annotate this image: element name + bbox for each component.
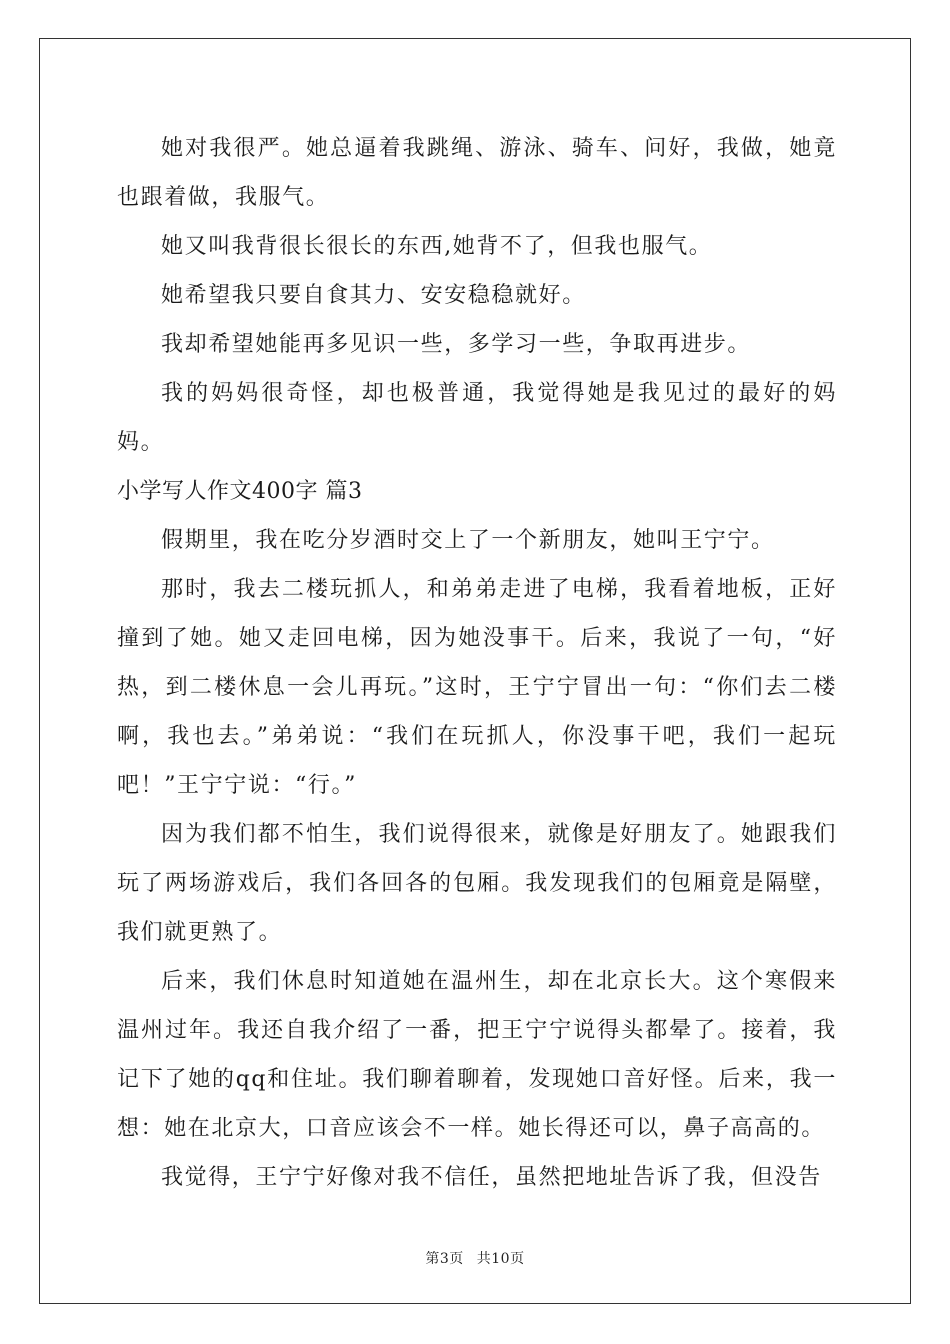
paragraph-3: 她希望我只要自食其力、安安稳稳就好。 [161, 283, 586, 308]
document-body [117, 124, 837, 1202]
paragraph-2: 她又叫我背很长很长的东西,她背不了，但我也服气。 [161, 234, 713, 259]
section-paragraph-1: 假期里，我在吃分岁酒时交上了一个新朋友，她叫王宁宁。 [161, 528, 775, 553]
section-heading: 小学写人作文400字 篇3 [117, 479, 363, 504]
paragraph-4: 我却希望她能再多见识一些，多学习一些，争取再进步。 [161, 332, 752, 357]
section-paragraph-4: 后来，我们休息时知道她在温州生，却在北京长大。这个寒假来温州过年。我还自我介绍了一番，把王宁宁说得头都晕了。接着，我记下了她的qq和住址。我们聊着聊着，发现她口音好怪。后来，我一想：她在北京大，口音应该会不一样。她长得还可以，鼻子高高的。 [117, 969, 837, 1141]
paragraph-1: 她对我很严。她总逼着我跳绳、游泳、骑车、问好，我做，她竟也跟着做，我服气。 [117, 136, 837, 210]
section-paragraph-5: 我觉得，王宁宁好像对我不信任，虽然把地址告诉了我，但没告 [161, 1165, 822, 1190]
page-number: 第3页 [425, 1251, 464, 1267]
page-footer [0, 1248, 950, 1268]
section-paragraph-2: 那时，我去二楼玩抓人，和弟弟走进了电梯，我看着地板，正好撞到了她。她又走回电梯，因为她没事干。后来，我说了一句，“好热，到二楼休息一会儿再玩。”这时，王宁宁冒出一句：“你们去二楼啊，我也去。”弟弟说：“我们在玩抓人，你没事干吧，我们一起玩吧！”王宁宁说：“行。” [117, 577, 837, 798]
section-paragraph-3: 因为我们都不怕生，我们说得很来，就像是好朋友了。她跟我们玩了两场游戏后，我们各回各的包厢。我发现我们的包厢竟是隔壁，我们就更熟了。 [117, 822, 837, 945]
paragraph-5: 我的妈妈很奇怪，却也极普通，我觉得她是我见过的最好的妈妈。 [117, 381, 837, 455]
page-total: 共10页 [476, 1251, 525, 1267]
